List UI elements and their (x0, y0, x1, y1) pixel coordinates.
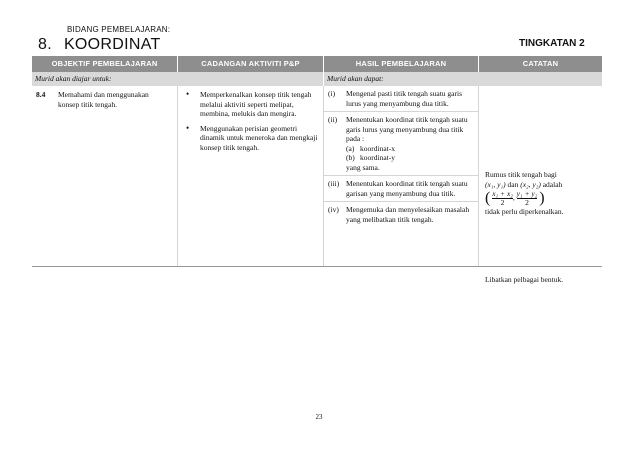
column-header-outcomes: HASIL PEMBELAJARAN (324, 56, 479, 72)
objective-code: 8.4 (36, 90, 46, 99)
connector-text: adalah (542, 180, 563, 189)
outcome-item (324, 176, 478, 202)
midpoint-formula: ( $\frac{\text{x₁ + x₂}}{2}$ , $\frac{\text{y₁ + y₂}}{2}$ ) (485, 189, 545, 207)
outcome-item (324, 86, 478, 112)
subitem-text: koordinat-x (360, 143, 395, 153)
objective-text: Memahami dan menggunakan konsep titik tengah. (58, 90, 149, 109)
activities-cell (178, 86, 324, 266)
list-item: • Memperkenalkan konsep titik tengah melalui aktiviti seperti melipat, membina, melukis dan mengira. (184, 90, 318, 119)
fraction-denominator: 2 (517, 198, 538, 207)
fraction-denominator: 2 (492, 198, 513, 207)
subheader-taught: Murid akan diajar untuk: (32, 72, 324, 86)
outcome-number: (ii) (328, 115, 338, 124)
outcome-number: (iv) (328, 205, 339, 214)
connector-text: dan (507, 180, 519, 189)
subitem-label: (a) (346, 143, 355, 153)
outcome-item (324, 202, 478, 227)
learning-area-label: BIDANG PEMBELAJARAN: (67, 25, 171, 34)
outcome-text: Menentukan koordinat titik tengah suatu garis lurus yang menyambung dua titik pada : (346, 115, 468, 143)
subheader-able: Murid akan dapat: (327, 74, 384, 83)
subitem-text: koordinat-y (360, 153, 395, 162)
midpoint-formula-note (485, 170, 597, 217)
syllabus-table (32, 56, 602, 284)
chapter-title: KOORDINAT (63, 36, 161, 53)
outcomes-cell (324, 86, 479, 266)
column-header-notes: CATATAN (522, 59, 559, 68)
notes-cell (479, 86, 602, 284)
column-header-objective: OBJEKTIF PEMBELAJARAN (32, 56, 178, 72)
formula-intro: Rumus titik tengah bagi (485, 170, 557, 179)
table-header (32, 56, 602, 72)
outcome-number: (iii) (328, 179, 340, 188)
outcome-text: Mengenal pasti titik tengah suatu garis lurus yang menyambung dua titik. (346, 89, 463, 108)
outcome-subitem (346, 144, 474, 154)
table-row (32, 86, 602, 284)
page-number: 23 (315, 413, 323, 421)
activities-list (184, 90, 318, 157)
outcome-text: Menentukan koordinat titik tengah suatu garisan yang menyambung dua titik. (346, 179, 468, 198)
shapes-note: Libatkan pelbagai bentuk. (485, 275, 564, 284)
column-header-activities: CADANGAN AKTIVITI P&P (178, 56, 324, 72)
point-two: (x₂, y₂) (520, 180, 541, 189)
outcome-item (324, 112, 478, 176)
outcome-text: Mengemuka dan menyelesaikan masalah yang melibatkan titik tengah. (346, 205, 470, 224)
fraction-numerator: y₁ + y₂ (516, 189, 538, 198)
subitem-label: (b) (346, 153, 355, 162)
outcome-number: (i) (328, 89, 336, 98)
chapter-number: 8. (38, 36, 52, 53)
outcome-subitem (346, 153, 474, 163)
objective-cell (32, 86, 178, 266)
form-level: TINGKATAN 2 (519, 38, 585, 49)
fraction-numerator: x₁ + x₂ (492, 189, 513, 198)
table-subheader (32, 72, 602, 86)
point-one: (x₁, y₁) (485, 180, 506, 189)
outcome-text-after: yang sama. (346, 162, 380, 172)
formula-note: tidak perlu diperkenalkan. (485, 207, 564, 216)
list-item: • Menggunakan perisian geometri dinamik untuk meneroka dan mengkaji konsep titik tengah. (184, 124, 318, 153)
page-title (38, 36, 161, 54)
